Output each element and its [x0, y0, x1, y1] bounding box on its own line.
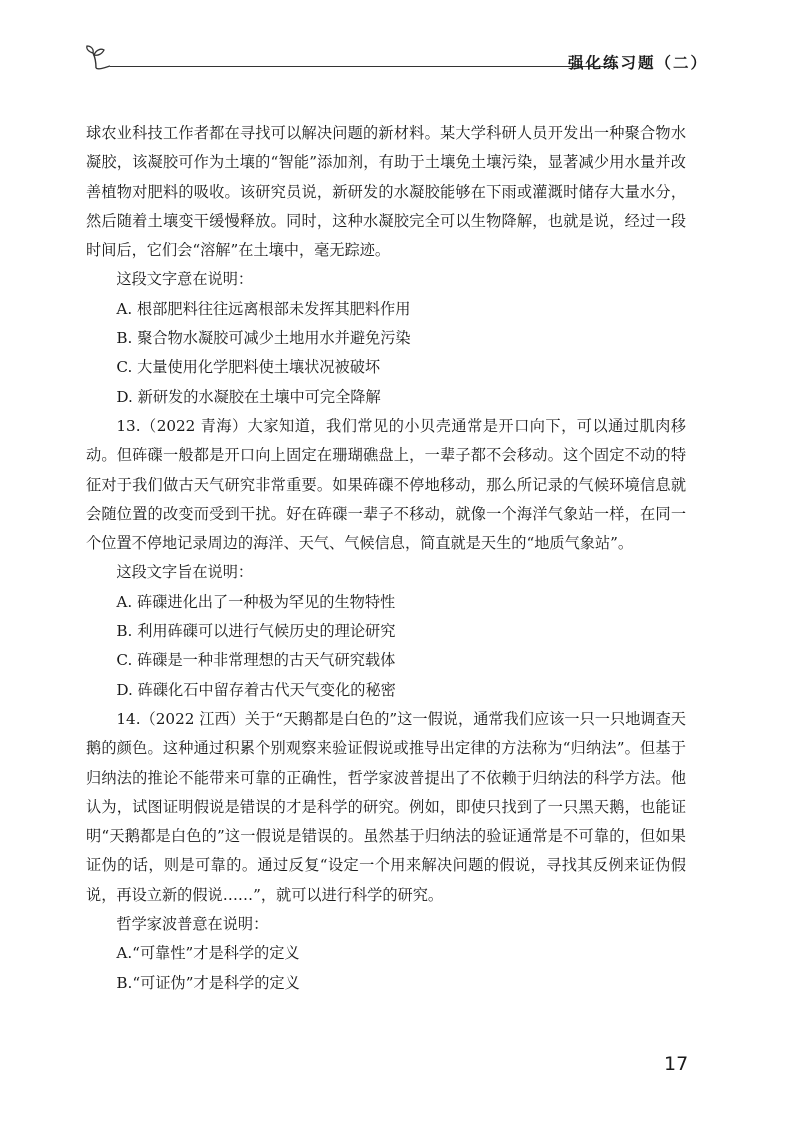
- question-14-prompt: 哲学家波普意在说明：: [116, 915, 269, 934]
- question-12-prompt: 这段文字意在说明：: [116, 270, 254, 289]
- page-number: 17: [664, 1053, 689, 1075]
- question-13-option-b: B. 利用砗磲可以进行气候历史的理论研究: [116, 622, 396, 641]
- question-12-option-d: D. 新研发的水凝胶在土壤中可完全降解: [116, 387, 381, 406]
- question-14-option-b: B.“可证伪”才是科学的定义: [116, 973, 300, 992]
- question-12-passage: 球农业科技工作者都在寻找可以解决问题的新材料。某大学科研人员开发出一种聚合物水凝胶，该凝胶可作为土壤的“智能”添加剂，有助于土壤免土壤污染，显著减少用水量并改善植物对肥料的吸收。该研究员说，新研发的水凝胶能够在下雨或灌溉时储存大量水分，然后随着土壤变干缓慢释放。同时，这种水凝胶完全可以生物降解，也就是说，经过一段时间后，它们会“溶解”在土壤中，毫无踪迹。: [86, 124, 686, 260]
- question-14-passage: 14.（2022 江西）关于“天鹅都是白色的”这一假说，通常我们应该一只一只地调查天鹅的颜色。这种通过积累个别观察来验证假说或推导出定律的方法称为“归纳法”。但基于归纳法的推论不能带来可靠的正确性，哲学家波普提出了不依赖于归纳法的科学方法。他认为，试图证明假说是错误的才是科学的研究。例如，即使只找到了一只黑天鹅，也能证明“天鹅都是白色的”这一假说是错误的。虽然基于归纳法的验证通常是不可靠的，但如果证伪的话，则是可靠的。通过反复“设定一个用来解决问题的假说，寻找其反例来证伪假说，再设立新的假说……”，就可以进行科学的研究。: [86, 709, 686, 904]
- question-12-option-c: C. 大量使用化学肥料使土壤状况被破坏: [116, 358, 381, 377]
- question-12-option-a: A. 根部肥料往往远离根部未发挥其肥料作用: [116, 299, 411, 318]
- section-title: 强化练习题（二）: [567, 54, 708, 72]
- question-13-option-c: C. 砗磲是一种非常理想的古天气研究载体: [116, 651, 396, 670]
- question-13-option-a: A. 砗磲进化出了一种极为罕见的生物特性: [116, 592, 396, 611]
- question-13-option-d: D. 砗磲化石中留存着古代天气变化的秘密: [116, 680, 396, 699]
- header-rule: [110, 66, 618, 67]
- question-12-option-b: B. 聚合物水凝胶可减少土地用水并避免污染: [116, 329, 411, 348]
- question-13-prompt: 这段文字旨在说明：: [116, 563, 254, 582]
- sprout-icon: [84, 42, 118, 76]
- question-13-passage: 13.（2022 青海）大家知道，我们常见的小贝壳通常是开口向下，可以通过肌肉移动。但砗磲一般都是开口向上固定在珊瑚礁盘上，一辈子都不会移动。这个固定不动的特征对于我们做古天气研究非常重要。如果砗磲不停地移动，那么所记录的气候环境信息就会随位置的改变而受到干扰。好在砗磲一辈子不移动，就像一个海洋气象站一样，在同一个位置不停地记录周边的海洋、天气、气候信息，简直就是天生的“地质气象站”。: [86, 416, 686, 553]
- question-14-option-a: A.“可靠性”才是科学的定义: [116, 944, 300, 963]
- page-body: [86, 119, 686, 998]
- running-header: [84, 42, 708, 82]
